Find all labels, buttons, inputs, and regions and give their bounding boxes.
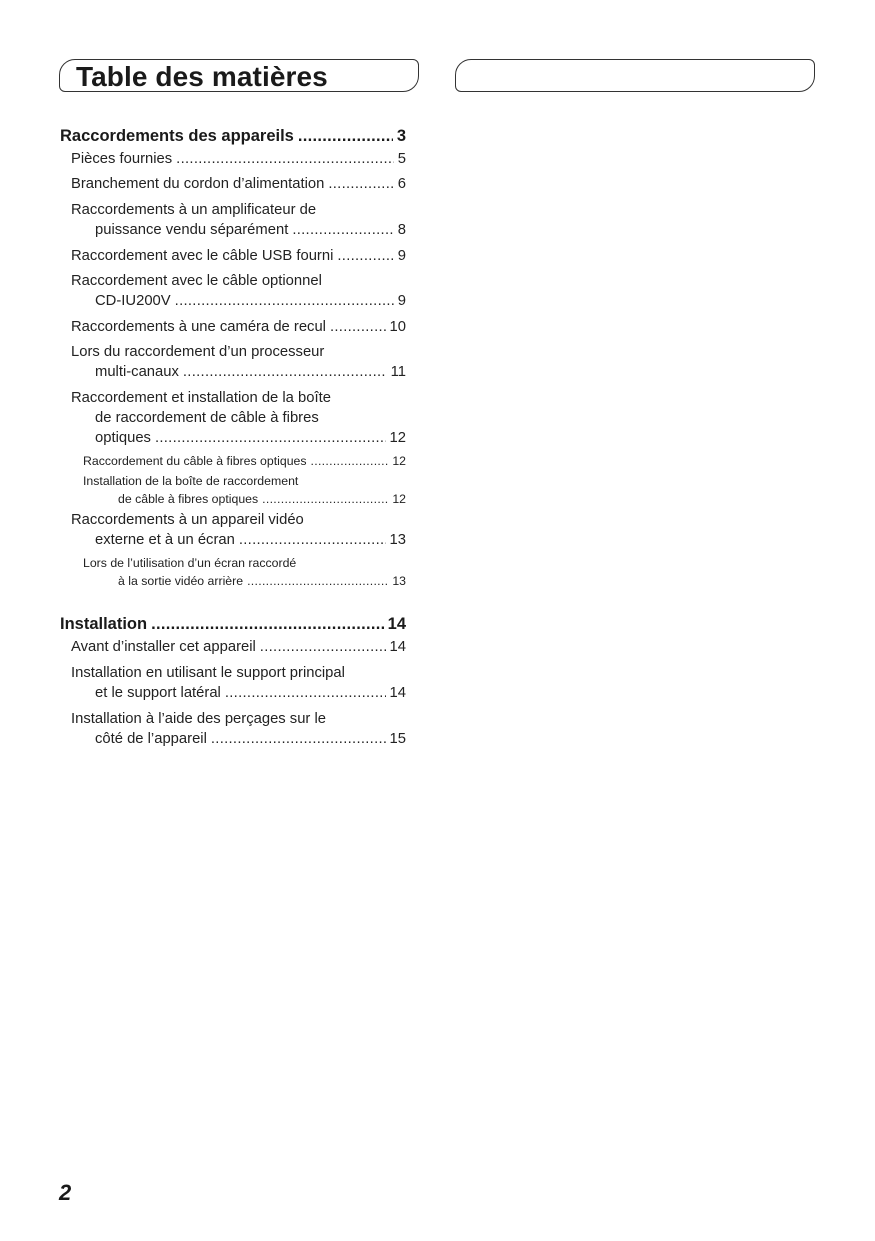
dot-leader (328, 176, 393, 192)
entry-title: Raccordements à une caméra de recul (71, 319, 326, 335)
entry-page: 13 (392, 574, 406, 588)
entry-title-cont: et le support latéral (95, 685, 221, 701)
entry-title-cont: puissance vendu séparément (95, 222, 289, 238)
entry-title-cont: optiques (95, 430, 151, 446)
entry-title: Installation de la boîte de raccordement (83, 474, 299, 488)
dot-leader (211, 731, 386, 747)
dot-leader (247, 574, 388, 588)
toc-entry[interactable] (60, 319, 406, 344)
toc-subentry[interactable] (60, 474, 406, 512)
entry-page: 15 (389, 731, 406, 747)
table-of-contents (60, 127, 406, 757)
toc-entry[interactable] (60, 390, 406, 454)
entry-title: Branchement du cordon d’alimentation (71, 176, 325, 192)
page-title: Table des matières (76, 61, 328, 92)
empty-header-tab (455, 59, 815, 92)
entry-page: 11 (390, 364, 406, 380)
dot-leader (298, 127, 393, 146)
toc-entry[interactable] (60, 176, 406, 202)
entry-title: Raccordement avec le câble optionnel (71, 273, 322, 289)
entry-title-cont: à la sortie vidéo arrière (118, 574, 244, 588)
entry-page: 14 (389, 639, 406, 655)
entry-title: Raccordement et installation de la boîte (71, 390, 331, 406)
toc-subentry[interactable] (60, 454, 406, 474)
toc-entry[interactable] (60, 711, 406, 757)
toc-entry[interactable] (60, 202, 406, 248)
entry-page: 12 (389, 430, 406, 446)
toc-section-raccordements[interactable] (60, 127, 406, 151)
toc-subentry[interactable] (60, 556, 406, 594)
dot-leader (239, 532, 386, 548)
entry-title-cont: multi-canaux (95, 364, 179, 380)
toc-entry[interactable] (60, 639, 406, 665)
entry-page: 5 (397, 151, 406, 167)
toc-entry[interactable] (60, 248, 406, 273)
entry-title-cont: de raccordement de câble à fibres (95, 410, 319, 426)
entry-title: Raccordement du câble à fibres optiques (83, 454, 307, 468)
toc-entry[interactable] (60, 665, 406, 711)
dot-leader (175, 293, 394, 309)
toc-entry[interactable] (60, 344, 406, 390)
entry-page: 12 (392, 492, 406, 506)
dot-leader (155, 430, 386, 446)
entry-title: Raccordement avec le câble USB fourni (71, 248, 334, 264)
entry-title: Installation à l’aide des perçages sur le (71, 711, 326, 727)
dot-leader (337, 248, 393, 264)
section-page: 3 (396, 127, 406, 145)
dot-leader (151, 615, 384, 634)
page-number: 2 (59, 1180, 72, 1205)
section-page: 14 (387, 615, 406, 633)
dot-leader (330, 319, 386, 335)
entry-page: 13 (389, 532, 406, 548)
dot-leader (183, 364, 387, 380)
toc-entry[interactable] (60, 273, 406, 319)
entry-page: 10 (389, 319, 406, 335)
entry-title-cont: côté de l’appareil (95, 731, 207, 747)
dot-leader (311, 454, 389, 468)
section-title: Raccordements des appareils (60, 127, 294, 145)
entry-title-cont: de câble à fibres optiques (118, 492, 259, 506)
dot-leader (176, 151, 394, 167)
toc-section-installation[interactable] (60, 615, 406, 639)
entry-title-cont: CD-IU200V (95, 293, 171, 309)
entry-page: 12 (392, 454, 406, 468)
entry-title: Lors de l’utilisation d’un écran raccordé (83, 556, 297, 570)
section-title: Installation (60, 615, 148, 633)
entry-page: 8 (397, 222, 406, 238)
entry-page: 9 (397, 293, 406, 309)
entry-title: Raccordements à un appareil vidéo (71, 512, 304, 528)
toc-entry[interactable] (60, 151, 406, 176)
entry-page: 14 (389, 685, 406, 701)
dot-leader (225, 685, 386, 701)
title-tab (59, 59, 419, 92)
entry-title: Installation en utilisant le support principal (71, 665, 345, 681)
dot-leader (292, 222, 393, 238)
entry-title: Lors du raccordement d’un processeur (71, 344, 325, 360)
dot-leader (260, 639, 386, 655)
entry-title-cont: externe et à un écran (95, 532, 235, 548)
entry-title: Raccordements à un amplificateur de (71, 202, 317, 218)
entry-page: 9 (397, 248, 406, 264)
entry-title: Pièces fournies (71, 151, 173, 167)
entry-page: 6 (397, 176, 406, 192)
entry-title: Avant d’installer cet appareil (71, 639, 256, 655)
toc-entry[interactable] (60, 512, 406, 556)
dot-leader (262, 492, 388, 506)
